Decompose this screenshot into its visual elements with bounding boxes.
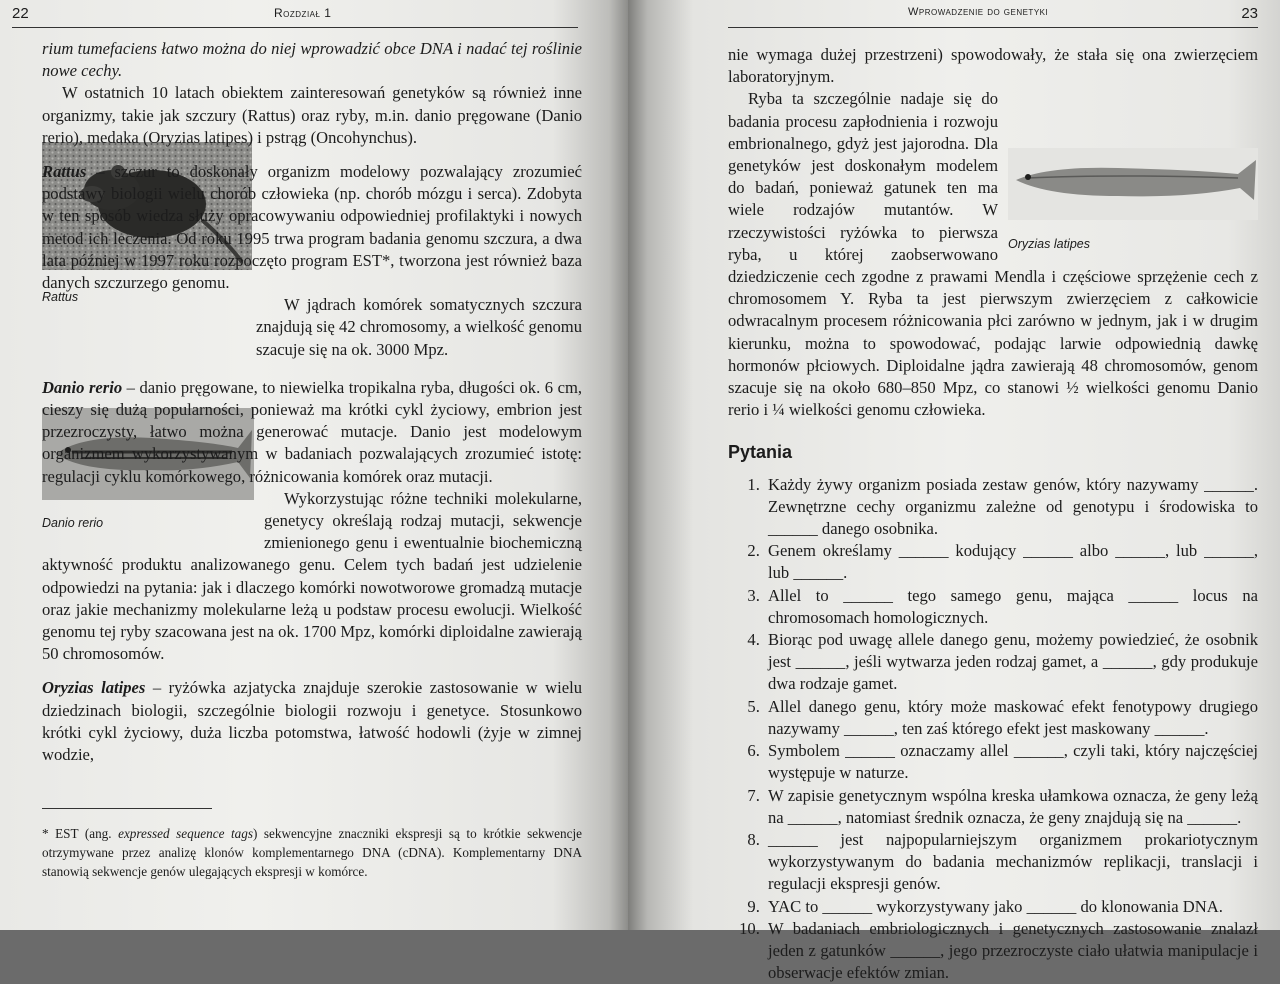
paragraph: W jądrach komórek somatycznych szczura znajdują się 42 chromosomy, a wielkość genomu szacuje się na ok. 3000 Mpz. bbox=[256, 295, 582, 359]
chapter-title: Rozdział 1 bbox=[274, 6, 332, 20]
page-number: 23 bbox=[1241, 5, 1258, 22]
question-item: 7. W zapisie genetycznym wspólna kreska ułamkowa oznacza, że geny leżą na ______, natomiast średnik oznacza, że geny znajdują się na ______. bbox=[764, 785, 1258, 829]
footnote-term: expressed sequence tags bbox=[118, 826, 253, 841]
left-body bbox=[42, 38, 582, 766]
running-header-left bbox=[12, 3, 578, 28]
danio-paragraph bbox=[42, 377, 582, 488]
danio-term: Danio rerio bbox=[42, 377, 123, 397]
question-item: 3. Allel to ______ tego samego genu, mająca ______ locus na chromosomach homologicznych. bbox=[764, 585, 1258, 629]
paragraph: Wykorzystując różne techniki molekularne, genetycy określają rodzaj mutacji, sekwencje zmienionego genu i ewentualnie biochemiczną aktywność produktu analizowanego genu. Celem tych badań jest udzielenie odpowiedzi na pytania: jak i dlaczego komórki nowotworowe gromadzą mutacje oraz jakie mechanizmy molekularne leżą u podstaw procesu ewolucji. Wielkość genomu tej ryby szacowana jest na ok. 1700 Mpz, komórki diploidalne zawierają 50 chromosomów. bbox=[42, 488, 582, 664]
paragraph: W ostatnich 10 latach obiektem zainteresowań genetyków są również inne organizmy, takie jak szczury (Rattus) oraz ryby, m.in. danio pręgowane (Danio rerio), medaka (Oryzias latipes) i pstrąg (Oncohynchus). bbox=[42, 83, 582, 147]
footnote-rule bbox=[42, 808, 212, 809]
questions-list bbox=[728, 474, 1258, 984]
footnote-text: * EST (ang. bbox=[42, 826, 119, 841]
page-number: 22 bbox=[12, 5, 29, 22]
paragraph: nie wymaga dużej przestrzeni) spowodowały, że stała się ona zwierzęciem laboratoryjnym. bbox=[728, 45, 1258, 87]
question-item: 10. W badaniach embriologicznych i genetycznych zastosowanie znalazł jeden z gatunków ______, jego przezroczyste ciało ułatwia manipulacje i obserwacje efektów zmian. bbox=[764, 918, 1258, 984]
rattus-paragraph bbox=[42, 161, 582, 294]
chapter-title: Wprowadzenie do genetyki bbox=[908, 6, 1049, 18]
question-item: 1. Każdy żywy organizm posiada zestaw genów, który nazywamy ______. Zewnętrzne cechy organizmu zależne od genotypu i środowiska to ______ danego osobnika. bbox=[764, 474, 1258, 541]
oryzias-term: Oryzias latipes bbox=[42, 678, 146, 698]
oryzias-caption: Oryzias latipes bbox=[1008, 236, 1090, 251]
paragraph: Ryba ta szczególnie nadaje się do badania procesu zapłodnienia i rozwoju embrionalnego, gdyż jest jajorodna. Dla genetyków jest doskonałym modelem do badań, ponieważ gatunek ten ma wiele rodzajów mutantów. W rzeczywistości ryżówka to pierwsza ryba, u której zaobserwowano dziedziczenie cech zgodne z prawami Mendla i częściowe sprzężenie cech z chromosomem Y. Ryba ta jest pierwszym zwierzęciem z całkowicie odwracalnym procesem różnicowania płci zarówno w jednym, jak i w drugim kierunku, można to spowodować, podając larwie odpowiednią dawkę hormonów płciowych. Diploidalne jądra zawierają 48 chromosomów, genom szacuje się na około 680–850 Mpz, co stanowi ½ wielkości genomu Danio rerio i ¼ wielkości genomu człowieka. bbox=[728, 89, 1258, 420]
rattus-text: – szczur to doskonały organizm modelowy pozwalający zrozumieć podstawy biologii wielu chorób człowieka (np. chorób mózgu i serca). Zdobyta w ten sposób wiedza służy opracowywaniu odpowiedniej profilaktyki i nowych metod ich leczenia. Od roku 1995 trwa program badania genomu szczura, a dwa lata później w 1997 roku rozpoczęto program EST*, tworzona jest również baza danych szczurzego genomu. bbox=[42, 162, 582, 293]
paragraph-text: rium tumefaciens łatwo można do niej wprowadzić obce DNA i nadać tej roślinie nowe cechy. bbox=[42, 39, 582, 81]
oryzias-figure bbox=[1008, 148, 1258, 254]
rattus-term: Rattus bbox=[42, 162, 87, 182]
medaka-photo bbox=[1008, 148, 1258, 220]
question-item: 6. Symbolem ______ oznaczamy allel ______, czyli taki, który najczęściej występuje w naturze. bbox=[764, 740, 1258, 784]
paragraph bbox=[42, 38, 582, 82]
danio-caption: Danio rerio bbox=[42, 516, 104, 531]
question-item: 8. ______ jest najpopularniejszym organizmem prokariotycznym wykorzystywanym do badania mechanizmów replikacji, translacji i regulacji ekspresji genów. bbox=[764, 829, 1258, 896]
question-item: 2. Genem określamy ______ kodujący ______ albo ______, lub ______, lub ______. bbox=[764, 540, 1258, 584]
right-body bbox=[728, 44, 1258, 984]
question-item: 4. Biorąc pod uwagę allele danego genu, możemy powiedzieć, że osobnik jest ______, jeśli wytwarza jeden rodzaj gamet, a ______, gdy produkuje dwa rodzaje gamet. bbox=[764, 629, 1258, 696]
left-page bbox=[0, 0, 628, 930]
rattus-caption: Rattus bbox=[42, 290, 79, 305]
footnote-text: ) sekwencyjne znaczniki ekspresji są to krótkie sekwencje otrzymywane przez analizę klonów komplementarnego DNA (cDNA). Komplementarny DNA stanowią sekwencje genów ulegających ekspresji w komórce. bbox=[42, 826, 582, 879]
question-item: 5. Allel danego genu, który może maskować efekt fenotypowy drugiego nazywamy ______, ten zaś którego efekt jest maskowany ______. bbox=[764, 696, 1258, 740]
running-header-right bbox=[728, 3, 1258, 28]
questions-heading: Pytania bbox=[728, 442, 793, 463]
footnote bbox=[42, 824, 582, 881]
right-page bbox=[628, 0, 1280, 983]
question-item: 9. YAC to ______ wykorzystywany jako ______ do klonowania DNA. bbox=[764, 896, 1258, 918]
oryzias-text: – ryżówka azjatycka znajduje szerokie zastosowanie w wielu dziedzinach biologii, szczególnie biologii rozwoju i genetyce. Stosunkowo krótki cykl życiowy, duża liczba potomstwa, łatwość hodowli (żyje w zimnej wodzie, bbox=[42, 678, 582, 765]
danio-text: – danio pręgowane, to niewielka tropikalna ryba, długości ok. 6 cm, cieszy się dużą popularności, ponieważ ma krótki cykl życiowy, embrion jest przezroczysty, łatwo można generować mutacje. Danio jest modelowym organizmem wykorzystywanym w badaniach pozwalających zrozumieć istotę: regulacji cyklu komórkowego, różnicowania komórek oraz mutacji. bbox=[42, 377, 582, 486]
oryzias-paragraph bbox=[42, 677, 582, 766]
